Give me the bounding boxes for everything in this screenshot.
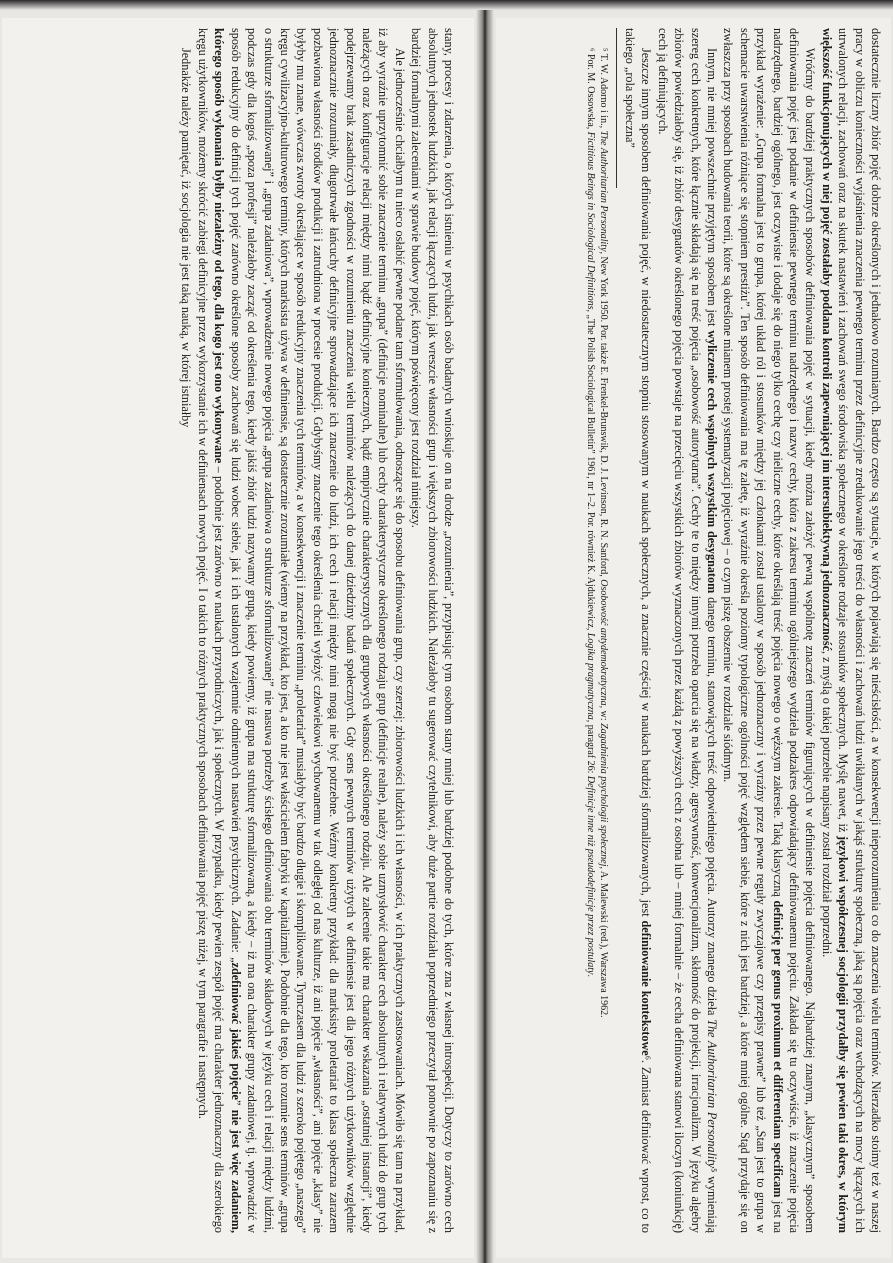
text-run: ⁶. Zamiast definiować wprost, co to takiego „rola społeczna” xyxy=(622,28,654,1234)
text-run: . xyxy=(585,974,597,977)
text-run: , z myślą o takiej potrzebie napisany został rozdział poprzedni. xyxy=(819,651,834,958)
left-paragraph xyxy=(178,28,194,1233)
text-run: The Authoritarian Personality xyxy=(598,130,610,252)
text-run: The Authoritarian Personality xyxy=(704,1019,719,1169)
text-run: Zagadnienia psychologii społecznej xyxy=(598,723,610,867)
text-run: , paragraf 26: xyxy=(585,719,597,776)
text-run: ” xyxy=(228,1099,243,1110)
text-run: nie jest więc zadaniem, którego sposób wykonania byłby niezależny od tego, dla kogo jest ono wykonywane xyxy=(212,28,243,1234)
text-run: Ale jednocześnie chciałbym tu nieco osłabić pewne podane tam sformułowania, odnoszące się do sposobu definiowania grup, czy szerzej: zbiorowości ludzkich i ich własności, w ich praktycznych zastosowaniach. Mówiło się tam na przykład, iż aby wyraźnie uprzytomnić sobie znaczenie terminu „grupa” (definicje nominalne) lub cechy charakterystyczne określonego rodzaju grup (definicje realne), należy sobie uzmysłowić charakter cech absolutnych i relatywnych ludzi do grup tych należących oraz konfiguracje relacji między nimi bądź definicyjne koniecznych, bądź empirycznie charakterystycznych dla grupowych własności określonego rodzaju. Ale zalecenie takie ma charakter wskazania „ostatniej instancji”, kiedy podejrzewamy brak zasadniczych zgodności w rozumieniu znaczenia wielu terminów należących do danej dziedziny badań społecznych. Gdy sens pewnych terminów użytych w definiensie jest dla jego różnych użytkowników względnie jednoznacznie zrozumiały, długotrwałe łańcuchy definicyjne sprowadzające ich znaczenie do ludzi, ich cech i relacji między nimi mogą nie być potrzebne. Weźmy konkretny przykład: dla marksisty proletariat to klasa społeczna zarazem pozbawiona własności środków produkcji i zatrudniona w procesie produkcji. Gdybyśmy znaczenie tego określenia chcieli wyłożyć człowiekowi wychowanemu w tak odległej od nas kulturze, iż ani pojęcie „własności”, ani pojęcie „klasy” nie byłyby mu znane, wówczas zwroty określające w sposób redukcyjny znaczenia tych terminów, a w konsekwencji i znaczenie terminu „proletariat” musiałyby być bardzo długie i skomplikowane. Tymczasem dla ludzi z szeroko pojętego „naszego” kręgu cywilizacyjno-kulturowego terminy, których marksista używa w definiensie, są dostatecznie zrozumiałe (wiemy na przykład, kto jest, a kto nie jest właścicielem fabryki w kapitalizmie). Podobnie dla tego, kto rozumie sens terminów „grupa o strukturze sformalizowanej” i „grupa zadaniowa”, wprowadzenie nowego pojęcia „grupa zadaniowa o strukturze sformalizowanej” nie nasuwa potrzeby ścisłego definiowania obu terminów składowych w języku cech i relacji między ludźmi, podczas gdy dla kogoś „spoza profesji” należałoby zacząć od określenia tego, kiedy jakiś zbiór ludzi nazywamy grupą, kiedy powiemy, iż grupa ma strukturę sformalizowaną, a kiedy – iż ma ona charakter grupy zadaniowej, tj. wprowadzić w sposób redukcyjny do definicji tych pojęć zarówno określone sposoby zachowań się ludzi wobec siebie, jak i ich ustalonych wzajemnie odmiennych nastawień psychicznych. Zadanie: „ xyxy=(228,28,407,1233)
text-run: językowi współczesnej socjologii przydałby się pewien taki okres, w którym większość funkcjonujących w niej pojęć zostałaby poddana kontroli zapewniającej im intersubiektywną jednoznaczność xyxy=(819,28,851,1233)
text-run: ⁵ wymieniają szereg cech konkretnych, które łącznie składają się na treść pojęcia „osobowość autorytarna”. Cechy te to między innymi potrzeba oparcia się na władzy, agresywność, konwencjonalizm, skłonność do projekcji, irracjonalizm. W języku algebry zbiorów powiedziałoby się, iż zbiór desygnatów określonego pojęcia powstaje na przecięciu wszystkich zbiorów wyznaczonych przez każdą z powyższych cech z osobna lub – mniej formalnie – że cecha definiowana stanowi iloczyn (koniunkcję) cech ją definiujących. xyxy=(655,28,719,1234)
right-paragraph xyxy=(622,28,655,1233)
footnote xyxy=(585,28,598,1233)
right-page-body xyxy=(585,28,885,1233)
text-run: , w: xyxy=(598,705,610,724)
text-run: ⁶ Por. M. Ossowska, xyxy=(585,48,597,132)
text-run: – podobnie jest zarówno w naukach przyrodniczych, jak i społecznych. W przypadku, kiedy pewien zespół pojęć ma charakter jednoznaczny dla szerokiego kręgu użytkowników, możemy skrócić zabiegi definicyjne przez wykorzystanie ich w definiensach nowych pojęć. I o takich to różnych praktycznych sposobach definiowania pojęć piszę niżej, w tym paragrafie i następnych. xyxy=(195,28,227,1233)
right-paragraph xyxy=(818,28,884,1233)
text-run: zdefiniować jakieś pojęcie xyxy=(228,962,243,1100)
text-run: stany, procesy i zdarzenia, o których istnieniu w psychikach osób badanych wnioskuje on na drodze „rozumienia”, przypisując tym osobom stany mniej lub bardziej podobne do tych, które zna z własnej introspekcji. Dotyczy to zarówno cech absolutnych jednostek ludzkich, jak relacji łączących ludzi, jak wreszcie własności grup i większych zbiorowości ludzkich. Należałoby tu sugerować czytelnikowi, aby duże partie rozdziału poprzedniego przeczytał ponownie po zapoznaniu się z bardziej formalnymi zaleceniami w sprawie budowy pojęć, którym poświęcony jest rozdział niniejszy. xyxy=(409,28,456,1233)
text-run: Innym, nie mniej powszechnie przyjętym sposobem jest xyxy=(704,48,719,331)
text-run: , „The Polish Sociological Bulletin” 1961, nr 1–2. Por. również K. Ajdukiewicz, xyxy=(585,309,597,633)
top-edge-shadow xyxy=(0,0,893,10)
right-paragraph xyxy=(720,28,818,1233)
text-run: dostatecznie liczny zbiór pojęć dobrze określonych i jednakowo rozumianych. Bardzo często są sytuacje, w których pojawiają się nieścisłości, a w konsekwencji nieporozumienia co do znaczenia wielu terminów. Nierzadko stoimy też w naszej pracy w obliczu konieczności wyjaśnienia znaczenia pewnego terminu przez definicyjne zredukowanie jego treści do własności i zachowań ludzi uwikłanych w jakąś strukturę społeczną, jaką są pojęcia oraz wchodzących na mocy łączących ich utrwalonych relacji, zachowań oraz na skutek nastawień i zachowań swego środowiska społecznego w określone rodzaje stosunków społecznych. Myślę nawet, iż xyxy=(836,28,883,1233)
text-run: Wróćmy do bardziej praktycznych sposobów definiowania pojęć w sytuacji, kiedy można założyć pewną wspólnotę znaczeń terminów figurujących w definiensie pojęcia definiowanego. Najbardziej znanym, „klasycznym” sposobem definiowania pojęć jest podanie w definiensie pewnego terminu nadrzędnego i nazwy cechy, która z zakresu terminu ogólniejszego wydziela podzakres odpowiadający definiowanemu pojęciu. Zakłada się tu oczywiście, iż znaczenie pojęcia nadrzędnego, bardziej ogólnego, jest oczywiste i dodaje się do niego tylko cechę czy nieliczne cechy, które określają treść pojęcia nowego o węższym zakresie. Taką klasyczną xyxy=(770,28,818,1233)
book-spine xyxy=(476,10,494,1263)
text-run: Logika pragmatyczna xyxy=(585,632,597,720)
text-run: definiowanie kontekstowe xyxy=(639,920,654,1056)
text-run: ⁵ T. W. Adorno i in., xyxy=(598,48,610,131)
text-run: Fictitious Beings in Sociological Definitions xyxy=(585,131,597,310)
left-paragraph xyxy=(195,28,408,1233)
footnotes xyxy=(585,28,611,1233)
text-run: Jeszcze innym sposobem definiowania pojęć, w niedostatecznym stopniu stosowanym w naukach społecznych, a znacznie częściej w naukach bardziej sformalizowanych, jest xyxy=(639,48,654,921)
right-paragraph xyxy=(654,28,720,1233)
left-page-body xyxy=(178,28,457,1233)
right-page xyxy=(496,18,891,1258)
text-run: danego terminu, stanowiących treść odpowiedniego pojęcia. Autorzy znanego dzieła xyxy=(704,593,719,1020)
text-run: jest na przykład wyrażenie: „Grupa formalna jest to grupa, której układ ról i stosunków między jej członkami został ustalony w sposób jednoznaczny i wyraźny przez pewne reguły zwyczajowe czy przepisy prawne” lub też „Stan jest to grupa w schemacie uwarstwienia różniące się stopniem prestiżu”. Ten sposób definiowania ma tę zaletę, iż wyraźnie określa poziomy typologiczne ogólności pojęć względem siebie, które z nich jest bardziej, a które mniej ogólne. Stąd przydaje się on zwłaszcza przy sposobach budowania teorii, które są określone mianem prostej systematyzacji pojęciowej – o czym piszę obszernie w rozdziale siódmym. xyxy=(721,28,785,1233)
text-run: Osobowość antydemokratyczna xyxy=(598,579,610,706)
text-run: Definicje inne niż pseudodefinicje przez postulaty xyxy=(585,775,597,975)
text-run: wyliczenie cech wspólnych wszystkim desygnatom xyxy=(704,330,719,594)
text-run: , New York 1950. Por. także E. Frenkel-Brunswik, D. J. Levinson, R. N. Sanford, xyxy=(598,251,610,580)
right-page-paragraphs xyxy=(622,28,885,1233)
text-run: Jednakże należy pamiętać, iż socjologia nie jest taką nauką, w której istniałby xyxy=(179,48,194,428)
text-run: definicję per genus proximum et differentiam specificam xyxy=(770,900,785,1198)
left-page xyxy=(2,18,474,1258)
footnote-separator xyxy=(617,28,618,188)
footnote xyxy=(598,28,611,1233)
left-paragraph xyxy=(408,28,457,1233)
text-run: , A. Malewski (red.), Warszawa 1962. xyxy=(598,866,610,1018)
